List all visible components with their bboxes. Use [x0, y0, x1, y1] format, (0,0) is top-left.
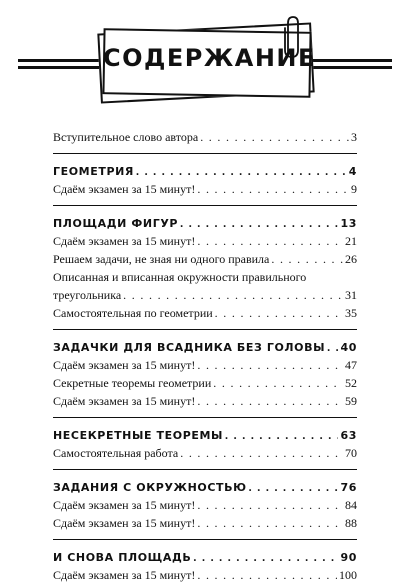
dot-leader	[197, 566, 337, 584]
page-number: 31	[345, 288, 357, 302]
dot-leader	[249, 478, 339, 496]
dot-leader	[197, 392, 343, 410]
toc-chapter	[53, 338, 357, 356]
page-number: 63	[340, 429, 357, 442]
toc-chapter	[53, 478, 357, 496]
toc-chapter	[53, 214, 357, 232]
toc-entry-line1: Описанная и вписанная окружности правильного	[53, 270, 307, 284]
dot-leader	[327, 338, 338, 356]
dot-leader	[197, 356, 343, 374]
dot-leader	[215, 304, 343, 322]
entry-title: Сдаём экзамен за 15 минут!	[53, 568, 196, 582]
section-divider	[53, 469, 357, 470]
toc-entry	[53, 444, 357, 462]
dot-leader	[271, 250, 343, 268]
entry-title: Вступительное слово автора	[53, 130, 199, 144]
page-number: 70	[345, 446, 357, 460]
section-divider	[53, 329, 357, 330]
toc-entry	[53, 232, 357, 250]
toc-chapter	[53, 426, 357, 444]
dot-leader	[193, 548, 338, 566]
toc-entry	[53, 374, 357, 392]
toc-entry	[53, 128, 357, 146]
page-number: 4	[348, 165, 357, 178]
entry-title: Сдаём экзамен за 15 минут!	[53, 498, 196, 512]
toc-entry	[53, 392, 357, 410]
table-of-contents	[53, 128, 357, 584]
dot-leader	[197, 496, 343, 514]
entry-title: Сдаём экзамен за 15 минут!	[53, 358, 196, 372]
dot-leader	[180, 444, 343, 462]
page-number: 40	[340, 341, 357, 354]
page-number: 26	[345, 252, 357, 266]
toc-entry	[53, 250, 357, 268]
section-divider	[53, 153, 357, 154]
toc-chapter	[53, 548, 357, 566]
section-divider	[53, 539, 357, 540]
page-title: СОДЕРЖАНИЕ	[103, 44, 316, 72]
dot-leader	[136, 162, 347, 180]
dot-leader	[197, 232, 343, 250]
chapter-title: ЗАДАЧКИ ДЛЯ ВСАДНИКА БЕЗ ГОЛОВЫ	[53, 341, 326, 354]
dot-leader	[180, 214, 338, 232]
toc-entry	[53, 304, 357, 322]
page-number: 90	[340, 551, 357, 564]
toc-entry	[53, 180, 357, 198]
page-number: 88	[345, 516, 357, 530]
entry-title: Сдаём экзамен за 15 минут!	[53, 234, 196, 248]
page-number: 84	[345, 498, 357, 512]
section-divider	[53, 417, 357, 418]
dot-leader	[197, 514, 343, 532]
page-number: 100	[339, 568, 357, 582]
page-number: 52	[345, 376, 357, 390]
entry-title: Решаем задачи, не зная ни одного правила	[53, 252, 270, 266]
entry-title: Сдаём экзамен за 15 минут!	[53, 394, 196, 408]
entry-title: Секретные теоремы геометрии	[53, 376, 212, 390]
dot-leader	[213, 374, 343, 392]
dot-leader	[225, 426, 338, 444]
page-number: 9	[351, 182, 357, 196]
toc-entry	[53, 496, 357, 514]
entry-title: Сдаём экзамен за 15 минут!	[53, 182, 196, 196]
chapter-title: ЗАДАНИЯ С ОКРУЖНОСТЬЮ	[53, 481, 247, 494]
entry-title: Самостоятельная работа	[53, 446, 179, 460]
page-number: 13	[340, 217, 357, 230]
toc-entry	[53, 356, 357, 374]
toc-chapter	[53, 162, 357, 180]
entry-title: треугольника	[53, 288, 122, 302]
chapter-title: ГЕОМЕТРИЯ	[53, 165, 134, 178]
page-number: 3	[351, 130, 357, 144]
toc-entry	[53, 286, 357, 304]
toc-entry	[53, 514, 357, 532]
chapter-title: И СНОВА ПЛОЩАДЬ	[53, 551, 192, 564]
page-number: 76	[340, 481, 357, 494]
entry-title: Самостоятельная по геометрии	[53, 306, 213, 320]
page-number: 59	[345, 394, 357, 408]
chapter-title: НЕСЕКРЕТНЫЕ ТЕОРЕМЫ	[53, 429, 224, 442]
dot-leader	[123, 286, 343, 304]
chapter-title: ПЛОЩАДИ ФИГУР	[53, 217, 179, 230]
paperclip-icon	[280, 14, 304, 60]
page-number: 47	[345, 358, 357, 372]
section-divider	[53, 205, 357, 206]
page-number: 35	[345, 306, 357, 320]
dot-leader	[200, 128, 349, 146]
toc-entry	[53, 566, 357, 584]
dot-leader	[197, 180, 349, 198]
page-number: 21	[345, 234, 357, 248]
entry-title: Сдаём экзамен за 15 минут!	[53, 516, 196, 530]
